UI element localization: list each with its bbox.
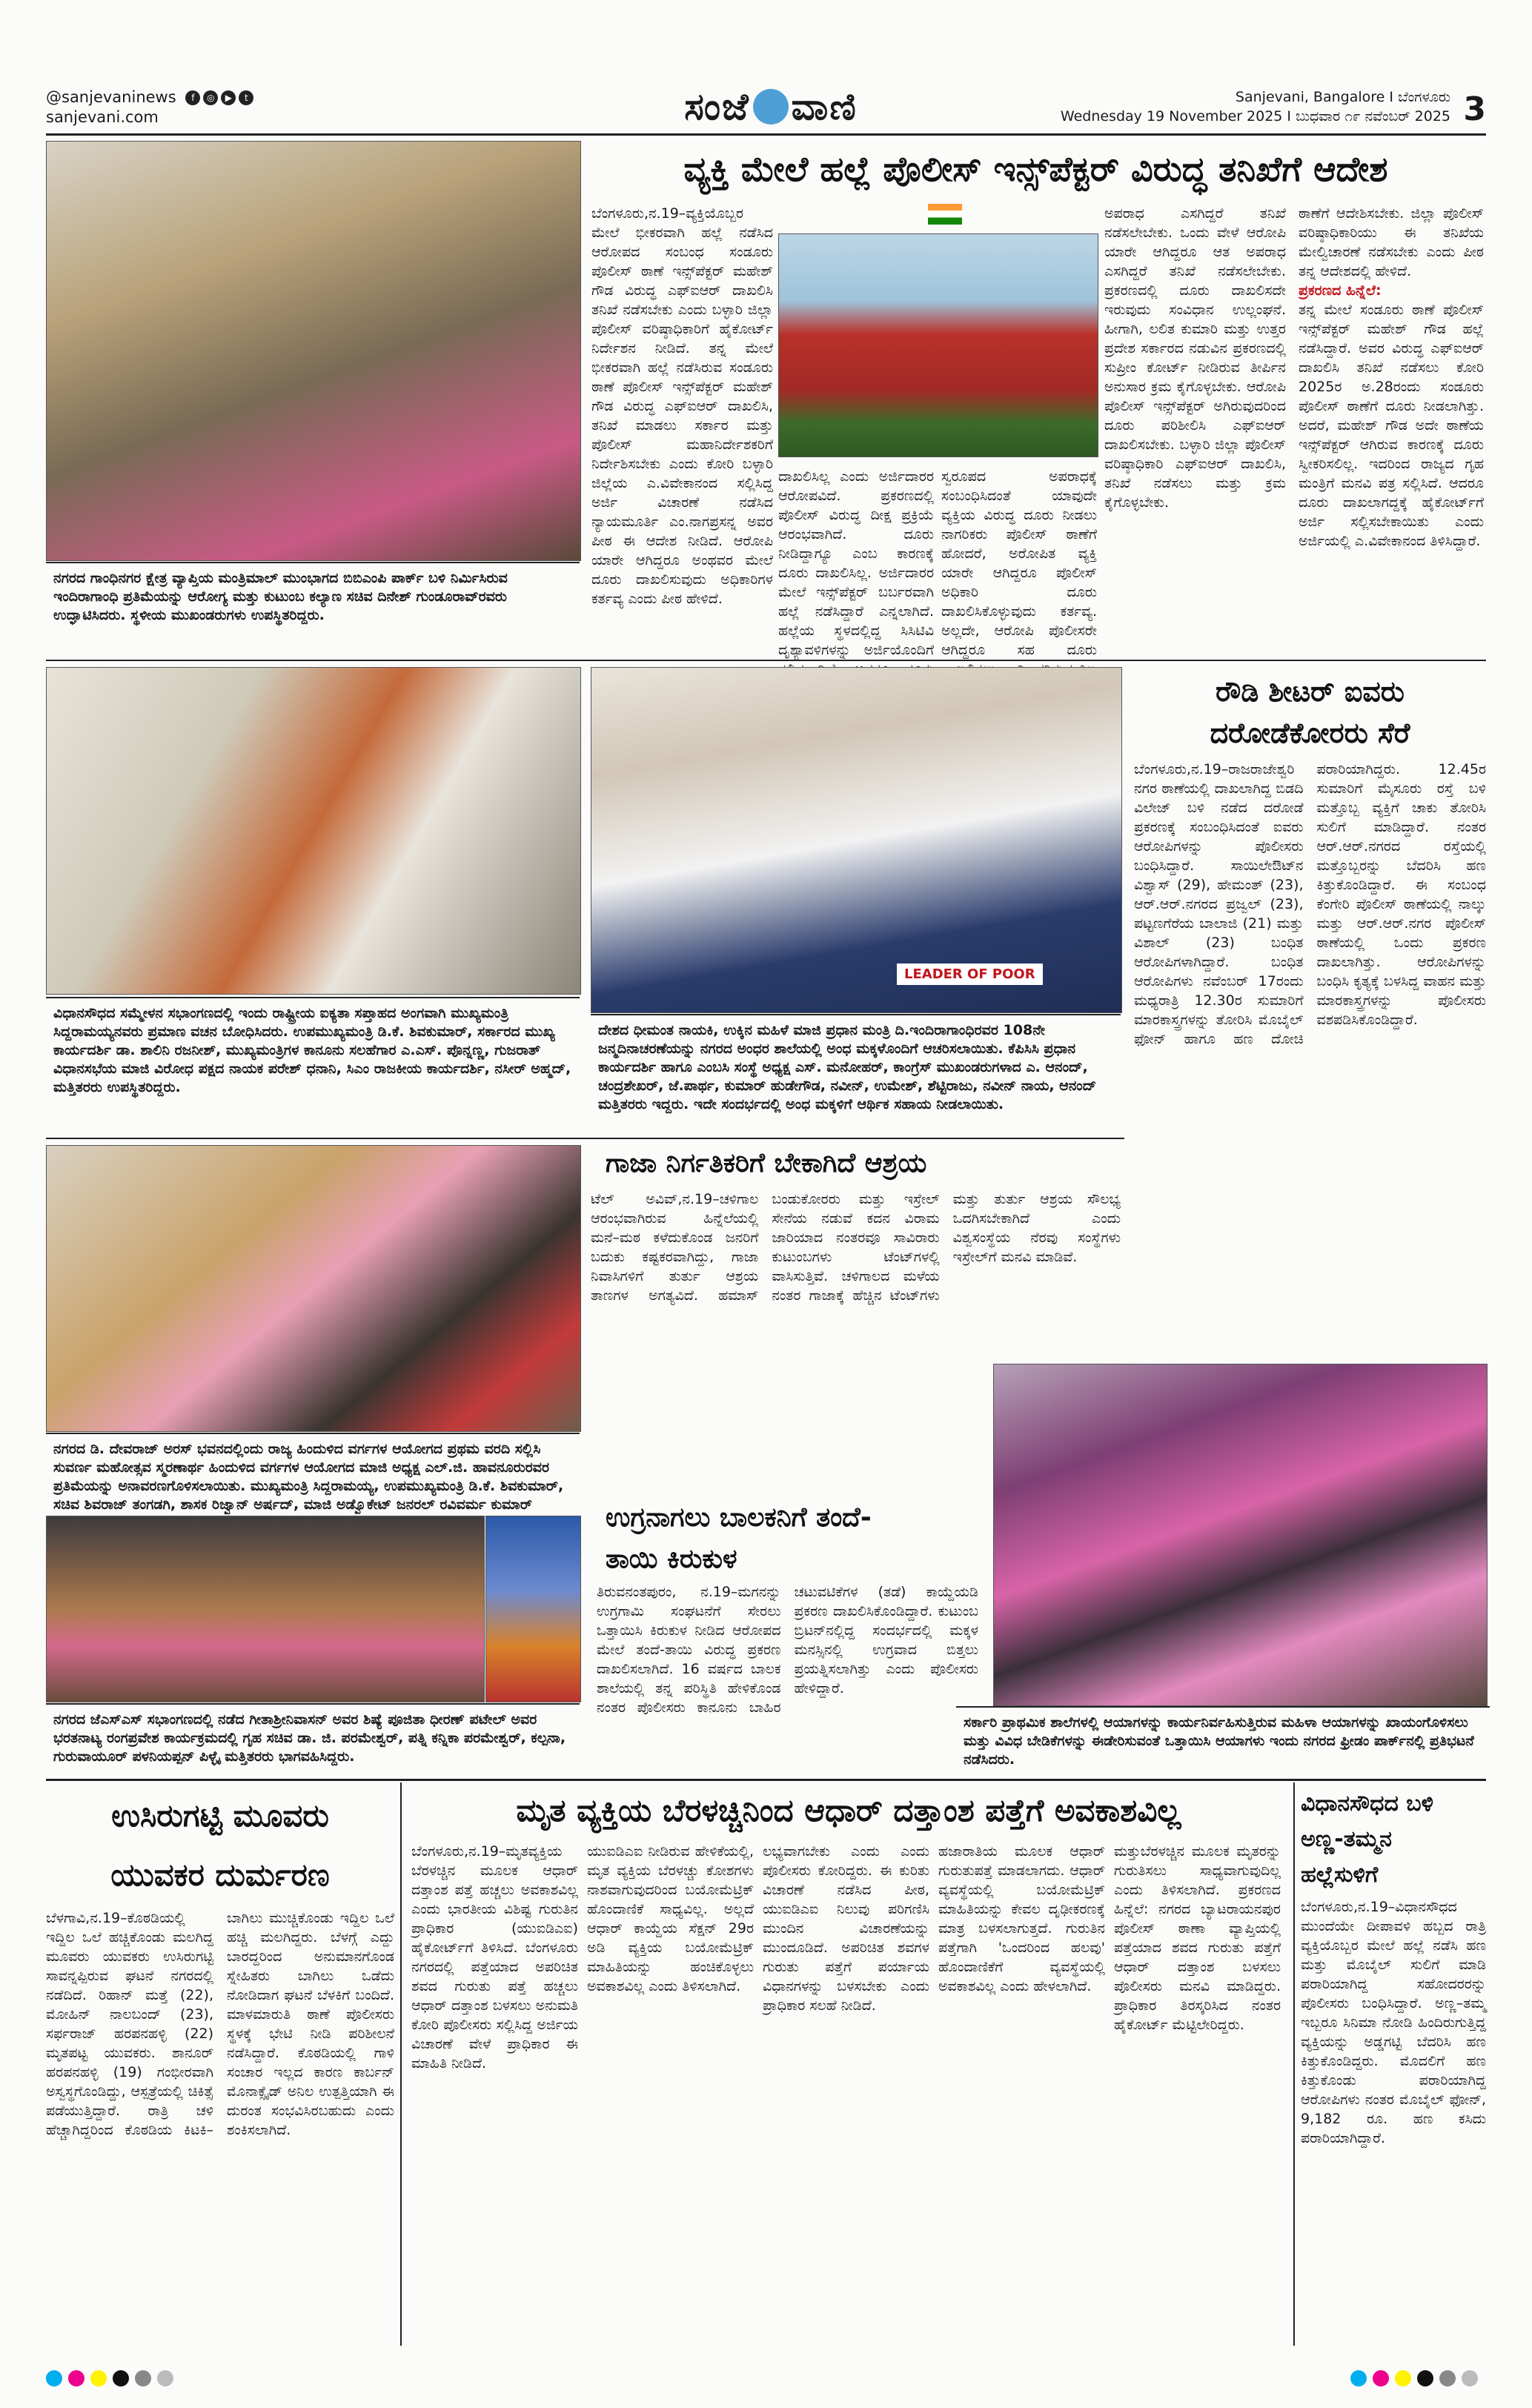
vidhana-headline-line1: ವಿಧಾನಸೌಧದ ಬಳಿ	[1301, 1791, 1433, 1817]
newspaper-logo	[615, 80, 926, 133]
vidhana-headline	[1301, 1786, 1486, 1893]
section-rule-1	[46, 660, 1486, 661]
photo2-caption: ವಿಧಾನಸೌಧದ ಸಮ್ಮೇಳನ ಸಭಾಂಗಣದಲ್ಲಿ ಇಂದು ರಾಷ್ಟ್ರೀಯ ಐಕ್ಯತಾ ಸಪ್ತಾಹದ ಅಂಗವಾಗಿ ಮುಖ್ಯಮಂತ್ರಿ ಸಿದ್ದರಾಮಯ್ಯನವರು ಪ್ರಮಾಣ ವಚನ ಬೋಧಿಸಿದರು. ಉಪಮುಖ್ಯಮಂತ್ರಿ ಡಿ.ಕೆ. ಶಿವಕುಮಾರ್, ಸರ್ಕಾರದ ಮುಖ್ಯ ಕಾರ್ಯದರ್ಶಿ ಡಾ. ಶಾಲಿನಿ ರಜನೀಶ್, ಮುಖ್ಯಮಂತ್ರಿಗಳ ಕಾನೂನು ಸಲಹೆಗಾರ ಎ.ಎಸ್. ಪೊನ್ನಣ್ಣ, ಗುಜರಾತ್ ವಿಧಾನಸಭೆಯ ಮಾಜಿ ವಿರೋಧ ಪಕ್ಷದ ನಾಯಕ ಪರೇಶ್ ಧನಾನಿ, ಸಿಎಂ ರಾಜಕೀಯ ಕಾರ್ಯದರ್ಶಿ, ನಸೀರ್ ಅಹ್ಮದ್, ಮತ್ತಿತರರು ಉಪಸ್ಥಿತರಿದ್ದರು.	[46, 997, 580, 1103]
lead-col5-after: ತನ್ನ ಮೇಲೆ ಸಂಡೂರು ಠಾಣೆ ಪೊಲೀಸ್ ಇನ್ಸ್‌ಪೆಕ್ಟರ್ ಮಹೇಶ್ ಗೌಡ ಹಲ್ಲೆ ನಡೆಸಿದ್ದಾರೆ. ಅವರ ವಿರುದ್ಧ ಎಫ್‌ಐಆರ್ ದಾಖಲಿಸಿ ತನಿಖೆ ನಡೆಸಲು ಕೋರಿ 2025ರ ಅ.28ರಂದು ಸಂಡೂರು ಪೊಲೀಸ್ ಠಾಣೆಗೆ ದೂರು ನೀಡಲಾಗಿತ್ತು. ಅದರೆ, ಮಹೇಶ್ ಗೌಡ ಅದೇ ಠಾಣೆಯ ಇನ್ಸ್‌ಪೆಕ್ಟರ್ ಆಗಿರುವ ಕಾರಣಕ್ಕೆ ದೂರು ಸ್ವೀಕರಿಸಲಿಲ್ಲ. ಇದರಿಂದ ರಾಜ್ಯದ ಗೃಹ ಮಂತ್ರಿಗೆ ಮನವಿ ಪತ್ರ ಸಲ್ಲಿಸಿದೆ. ಆದರೂ ದೂರು ದಾಖಲಾಗದ್ದಕ್ಕೆ ಹೈಕೋರ್ಟ್‌ಗೆ ಅರ್ಜಿ ಸಲ್ಲಿಸಬೇಕಾಯಿತು ಎಂದು ಅರ್ಜಿಯಲ್ಲಿ ಎ.ವಿವೇಕಾನಂದ ತಿಳಿಸಿದ್ದಾರೆ.	[1299, 302, 1484, 549]
date-en: Wednesday 19 November 2025 I	[1060, 108, 1292, 125]
rowdy-headline-line1: ರೌಡಿ ಶೀಟರ್ ಐವರು	[1216, 675, 1405, 708]
ugra-body: ತಿರುವನಂತಪುರಂ, ನ.19–ಮಗನನ್ನು ಉಗ್ರಗಾಮಿ ಸಂಘಟನೆಗೆ ಸೇರಲು ಒತ್ತಾಯಿಸಿ ಕಿರುಕುಳ ನೀಡಿದ ಆರೋಪದ ಮೇಲೆ ತಂದೆ-ತಾಯಿ ವಿರುದ್ಧ ಪ್ರಕರಣ ದಾಖಲಿಸಲಾಗಿದೆ. 16 ವರ್ಷದ ಬಾಲಕ ಶಾಲೆಯಲ್ಲಿ ತನ್ನ ಪರಿಸ್ಥಿತಿ ಹೇಳಿಕೊಂಡ ನಂತರ ಪೊಲೀಸರು ಕಾನೂನು ಬಾಹಿರ ಚಟುವಟಿಕೆಗಳ (ತಡೆ) ಕಾಯ್ದೆಯಡಿ ಪ್ರಕರಣ ದಾಖಲಿಸಿಕೊಂಡಿದ್ದಾರೆ. ಕುಟುಂಬ ಬ್ರಿಟನ್‌ನಲ್ಲಿದ್ದ ಸಂದರ್ಭದಲ್ಲಿ ಮಕ್ಕಳ ಮನಸ್ಸಿನಲ್ಲಿ ಉಗ್ರವಾದ ಬಿತ್ತಲು ಪ್ರಯತ್ನಿಸಲಾಗಿತ್ತು ಎಂದು ಪೊಲೀಸರು ಹೇಳಿದ್ದಾರೆ.	[597, 1584, 978, 1716]
yellow-mark	[1395, 2370, 1411, 2387]
aadhaar-col3: ಲಭ್ಯವಾಗಬೇಕು ಎಂದು ಎಂದು ಪೊಲೀಸರು ಕೋರಿದ್ದರು. ಈ ಕುರಿತು ವಿಚಾರಣೆ ನಡೆಸಿದ ಪೀಠ, ಯುಐಡಿಎಐ ನಿಲುವು ಪರಿಗಣಿಸಿ ಮುಂದಿನ ವಿಚಾರಣೆಯನ್ನು ಮುಂದೂಡಿದೆ. ಅಪರಿಚಿತ ಶವಗಳ ಗುರುತು ಪತ್ತೆಗೆ ಪರ್ಯಾಯ ವಿಧಾನಗಳನ್ನು ಬಳಸಬೇಕು ಎಂದು ಪ್ರಾಧಿಕಾರ ಸಲಹೆ ನೀಡಿದೆ.	[763, 1843, 929, 2014]
suffocation-headline-line1: ಉಸಿರುಗಟ್ಟಿ ಮೂವರು	[111, 1797, 329, 1834]
rowdy-body: ಬೆಂಗಳೂರು,ನ.19–ರಾಜರಾಜೇಶ್ವರಿ ನಗರ ಠಾಣೆಯಲ್ಲಿ ದಾಖಲಾಗಿದ್ದ ಬಿಡದಿ ವಿಲೇಜ್ ಬಳಿ ನಡೆದ ದರೋಡೆ ಪ್ರಕರಣಕ್ಕೆ ಸಂಬಂಧಿಸಿದಂತೆ ಐವರು ಆರೋಪಿಗಳನ್ನು ಪೊಲೀಸರು ಬಂಧಿಸಿದ್ದಾರೆ. ಸಾಯಿಲೇಔಟ್‌ನ ವಿಶ್ವಾಸ್ (29), ಹೇಮಂತ್ (23), ಆರ್.ಆರ್.ನಗರದ ಪ್ರಜ್ವಲ್ (23), ಪಟ್ಟಣಗೆರೆಯ ಬಾಲಾಜಿ (21) ಮತ್ತು ವಿಶಾಲ್ (23) ಬಂಧಿತ ಆರೋಪಿಗಳಾಗಿದ್ದಾರೆ. ಬಂಧಿತ ಆರೋಪಿಗಳು ನವೆಂಬರ್ 17ರಂದು ಮಧ್ಯರಾತ್ರಿ 12.30ರ ಸುಮಾರಿಗೆ ಮಾರಕಾಸ್ತ್ರಗಳನ್ನು ತೋರಿಸಿ ಮೊಬೈಲ್ ಫೋನ್ ಹಾಗೂ ಹಣ ದೋಚಿ ಪರಾರಿಯಾಗಿದ್ದರು. 12.45ರ ಸುಮಾರಿಗೆ ಮೈಸೂರು ರಸ್ತೆ ಬಳಿ ಮತ್ತೊಬ್ಬ ವ್ಯಕ್ತಿಗೆ ಚಾಕು ತೋರಿಸಿ ಸುಲಿಗೆ ಮಾಡಿದ್ದಾರೆ. ನಂತರ ಆರ್.ಆರ್.ನಗರದ ರಸ್ತೆಯಲ್ಲಿ ಮತ್ತೊಬ್ಬರನ್ನು ಬೆದರಿಸಿ ಹಣ ಕಿತ್ತುಕೊಂಡಿದ್ದಾರೆ. ಈ ಸಂಬಂಧ ಕೆಂಗೇರಿ ಪೊಲೀಸ್ ಠಾಣೆಯಲ್ಲಿ ನಾಲ್ಕು ಮತ್ತು ಆರ್.ಆರ್.ನಗರ ಪೊಲೀಸ್ ಠಾಣೆಯಲ್ಲಿ ಒಂದು ಪ್ರಕರಣ ದಾಖಲಾಗಿತ್ತು. ಆರೋಪಿಗಳನ್ನು ಬಂಧಿಸಿ ಕೃತ್ಯಕ್ಕೆ ಬಳಸಿದ್ದ ವಾಹನ ಮತ್ತು ಮಾರಕಾಸ್ತ್ರಗಳನ್ನು ಪೊಲೀಸರು ವಶಪಡಿಸಿಕೊಂಡಿದ್ದಾರೆ.	[1134, 761, 1486, 1047]
lead-col4: ಅಪರಾಧ ಎಸಗಿದ್ದರೆ ತನಿಖೆ ನಡೆಸಲೇಬೇಕು. ಒಂದು ವೇಳೆ ಆರೋಪಿ ಯಾರೇ ಆಗಿದ್ದರೂ ಆತ ಅಪರಾಧ ಎಸಗಿದ್ದರೆ ತನಿಖೆ ನಡೆಸಲೇಬೇಕು. ಪ್ರಕರಣದಲ್ಲಿ ದೂರು ದಾಖಲಿಸದೇ ಇರುವುದು ಸಂವಿಧಾನ ಉಲ್ಲಂಘನೆ. ಹೀಗಾಗಿ, ಲಲಿತ ಕುಮಾರಿ ಮತ್ತು ಉತ್ತರ ಪ್ರದೇಶ ಸರ್ಕಾರದ ನಡುವಿನ ಪ್ರಕರಣದಲ್ಲಿ ಸುಪ್ರೀಂ ಕೋರ್ಟ್ ನೀಡಿರುವ ತೀರ್ಪಿನ ಅನುಸಾರ ಕ್ರಮ ಕೈಗೊಳ್ಳಬೇಕು. ಆರೋಪಿ ಪೊಲೀಸ್ ಇನ್ಸ್‌ಪೆಕ್ಟರ್ ಅಗಿರುವುದರಿಂದ ದೂರು ಪರಿಶೀಲಿಸಿ ಎಫ್‌ಐಆರ್ ದಾಖಲಿಸಬೇಕು. ಬಳ್ಳಾರಿ ಜಿಲ್ಲಾ ಪೊಲೀಸ್ ವರಿಷ್ಠಾಧಿಕಾರಿ ಎಫ್‌ಐಆರ್ ದಾಖಲಿಸಿ, ತನಿಖೆ ನಡೆಸಲು ಮತ್ತು ಕ್ರಮ ಕೈಗೊಳ್ಳಬೇಕು.	[1104, 205, 1286, 511]
yellow-mark	[90, 2370, 107, 2387]
section-rule-2	[46, 1138, 1124, 1139]
suffocation-body: ಬೆಳಗಾವಿ,ನ.19–ಕೊಠಡಿಯಲ್ಲಿ ಇದ್ದಿಲ ಒಲೆ ಹಚ್ಚಿಕೊಂಡು ಮಲಗಿದ್ದ ಮೂವರು ಯುವಕರು ಉಸಿರುಗಟ್ಟಿ ಸಾವನ್ನಪ್ಪಿರುವ ಘಟನೆ ನಗರದಲ್ಲಿ ನಡೆದಿದೆ. ರಿಹಾನ್ ಮತ್ತೆ (22), ಮೋಹಿನ್ ನಾಲಬಂದ್ (23), ಸರ್ಫರಾಜ್ ಹರಪನಹಳ್ಳಿ (22) ಮೃತಪಟ್ಟ ಯುವಕರು. ಶಾನೂರ್ ಹರಪನಹಳ್ಳಿ (19) ಗಂಭೀರವಾಗಿ ಅಸ್ವಸ್ಥಗೊಂಡಿದ್ದು, ಆಸ್ಪತ್ರೆಯಲ್ಲಿ ಚಿಕಿತ್ಸೆ ಪಡೆಯುತ್ತಿದ್ದಾರೆ. ರಾತ್ರಿ ಚಳಿ ಹೆಚ್ಚಾಗಿದ್ದರಿಂದ ಕೊಠಡಿಯ ಕಿಟಕಿ–ಬಾಗಿಲು ಮುಚ್ಚಿಕೊಂಡು ಇದ್ದಿಲ ಒಲೆ ಹಚ್ಚಿ ಮಲಗಿದ್ದರು. ಬೆಳಗ್ಗೆ ಎದ್ದು ಬಾರದ್ದರಿಂದ ಅನುಮಾನಗೊಂಡ ಸ್ನೇಹಿತರು ಬಾಗಿಲು ಒಡೆದು ನೋಡಿದಾಗ ಘಟನೆ ಬೆಳಕಿಗೆ ಬಂದಿದೆ. ಮಾಳಮಾರುತಿ ಠಾಣೆ ಪೊಲೀಸರು ಸ್ಥಳಕ್ಕೆ ಭೇಟಿ ನೀಡಿ ಪರಿಶೀಲನೆ ನಡೆಸಿದ್ದಾರೆ. ಕೊಠಡಿಯಲ್ಲಿ ಗಾಳಿ ಸಂಚಾರ ಇಲ್ಲದ ಕಾರಣ ಕಾರ್ಬನ್ ಮೊನಾಕ್ಸೈಡ್ ಅನಿಲ ಉತ್ಪತ್ತಿಯಾಗಿ ಈ ದುರಂತ ಸಂಭವಿಸಿರಬಹುದು ಎಂದು ಶಂಕಿಸಲಾಗಿದೆ.	[46, 1910, 394, 2138]
gaza-body: ಟೆಲ್ ಅವಿವ್,ನ.19–ಚಳಿಗಾಲ ಆರಂಭವಾಗಿರುವ ಹಿನ್ನೆಲೆಯಲ್ಲಿ ಮನೆ–ಮಠ ಕಳೆದುಕೊಂಡ ಜನರಿಗೆ ಬದುಕು ಕಷ್ಟಕರವಾಗಿದ್ದು, ಗಾಜಾ ನಿವಾಸಿಗಳಿಗೆ ತುರ್ತು ಆಶ್ರಯ ತಾಣಗಳ ಅಗತ್ಯವಿದೆ. ಹಮಾಸ್ ಬಂಡುಕೋರರು ಮತ್ತು ಇಸ್ರೇಲ್ ಸೇನೆಯ ನಡುವೆ ಕದನ ವಿರಾಮ ಜಾರಿಯಾದ ನಂತರವೂ ಸಾವಿರಾರು ಕುಟುಂಬಗಳು ಟೆಂಟ್‌ಗಳಲ್ಲಿ ವಾಸಿಸುತ್ತಿವೆ. ಚಳಿಗಾಲದ ಮಳೆಯ ನಂತರ ಗಾಜಾಕ್ಕೆ ಹೆಚ್ಚಿನ ಟೆಂಟ್‌ಗಳು ಮತ್ತು ತುರ್ತು ಆಶ್ರಯ ಸೌಲಭ್ಯ ಒದಗಿಸಬೇಕಾಗಿದೆ ಎಂದು ವಿಶ್ವಸಂಸ್ಥೆಯ ನೆರವು ಸಂಸ್ಥೆಗಳು ಇಸ್ರೇಲ್‌ಗೆ ಮನವಿ ಮಾಡಿವೆ.	[591, 1191, 1121, 1304]
masthead-rule	[46, 133, 1486, 136]
poster-label: LEADER OF POOR	[897, 963, 1043, 985]
aadhaar-col1: ಬೆಂಗಳೂರು,ನ.19–ಮೃತವ್ಯಕ್ತಿಯ ಬೆರಳಚ್ಚಿನ ಮೂಲಕ ಆಧಾರ್ ದತ್ತಾಂಶ ಪತ್ತೆ ಹಚ್ಚಲು ಅವಕಾಶವಿಲ್ಲ ಎಂದು ಭಾರತೀಯ ವಿಶಿಷ್ಟ ಗುರುತಿನ ಪ್ರಾಧಿಕಾರ (ಯುಐಡಿಎಐ) ಹೈಕೋರ್ಟ್‌ಗೆ ತಿಳಿಸಿದೆ. ಬೆಂಗಳೂರು ನಗರದಲ್ಲಿ ಪತ್ತೆಯಾದ ಅಪರಿಚಿತ ಶವದ ಗುರುತು ಪತ್ತೆ ಹಚ್ಚಲು ಆಧಾರ್ ದತ್ತಾಂಶ ಬಳಸಲು ಅನುಮತಿ ಕೋರಿ ಪೊಲೀಸರು ಸಲ್ಲಿಸಿದ್ದ ಅರ್ಜಿಯ ವಿಚಾರಣೆ ವೇಳೆ ಪ್ರಾಧಿಕಾರ ಈ ಮಾಹಿತಿ ನೀಡಿದೆ.	[411, 1843, 578, 2072]
light-grey-mark	[157, 2370, 173, 2387]
column-divider-2	[1293, 1782, 1295, 2346]
facebook-icon: f	[185, 90, 200, 105]
photo1-caption: ನಗರದ ಗಾಂಧಿನಗರ ಕ್ಷೇತ್ರ ವ್ಯಾಪ್ತಿಯ ಮಂತ್ರಿಮಾಲ್ ಮುಂಭಾಗದ ಬಿಬಿಎಂಪಿ ಪಾರ್ಕ್ ಬಳಿ ನಿರ್ಮಿಸಿರುವ ಇಂದಿರಾಗಾಂಧಿ ಪ್ರತಿಮೆಯನ್ನು ಆರೋಗ್ಯ ಮತ್ತು ಕುಟುಂಬ ಕಲ್ಯಾಣ ಸಚಿವ ದಿನೇಶ್ ಗುಂಡೂರಾವ್‌ರವರು ಉದ್ಘಾಟಿಸಿದರು. ಸ್ಥಳೀಯ ಮುಖಂಡರುಗಳು ಉಪಸ್ಥಿತರಿದ್ದರು.	[46, 562, 580, 631]
lead-headline: ವ್ಯಕ್ತಿ ಮೇಲೆ ಹಲ್ಲೆ ಪೊಲೀಸ್ ಇನ್ಸ್‌ಪೆಕ್ಟರ್ ವಿರುದ್ಧ ತನಿಖೆಗೆ ಆದೇಶ	[683, 149, 1388, 189]
social-icons	[185, 90, 253, 105]
masthead-left	[46, 87, 253, 127]
logo-text-left: ಸಂಜೆ	[684, 84, 750, 128]
black-mark	[113, 2370, 129, 2387]
lead-col5	[1299, 204, 1484, 663]
magenta-mark	[68, 2370, 84, 2387]
photo4-caption: ನಗರದ ಡಿ. ದೇವರಾಜ್ ಅರಸ್ ಭವನದಲ್ಲಿಂದು ರಾಜ್ಯ ಹಿಂದುಳಿದ ವರ್ಗಗಳ ಆಯೋಗದ ಪ್ರಥಮ ವರದಿ ಸಲ್ಲಿಸಿ ಸುವರ್ಣ ಮಹೋತ್ಸವ ಸ್ಮರಣಾರ್ಥ ಹಿಂದುಳಿದ ವರ್ಗಗಳ ಆಯೋಗದ ಮಾಜಿ ಅಧ್ಯಕ್ಷ ಎಲ್.ಜಿ. ಹಾವನೂರುರವರ ಪ್ರತಿಮೆಯನ್ನು ಅನಾವರಣಗೊಳಿಸಲಾಯಿತು. ಮುಖ್ಯಮಂತ್ರಿ ಸಿದ್ದರಾಮಯ್ಯ, ಉಪಮುಖ್ಯಮಂತ್ರಿ ಡಿ.ಕೆ. ಶಿವಕುಮಾರ್, ಸಚಿವ ಶಿವರಾಜ್ ತಂಗಡಗಿ, ಶಾಸಕ ರಿಜ್ವಾನ್ ಅರ್ಷದ್, ಮಾಜಿ ಅಡ್ವೊಕೇಟ್ ಜನರಲ್ ರವಿವರ್ಮ ಕುಮಾರ್	[46, 1433, 580, 1539]
aadhaar-col4: ಹಜಾರಾತಿಯ ಮೂಲಕ ಆಧಾರ್ ಗುರುತುಪತ್ತೆ ಮಾಡಲಾಗದು. ಆಧಾರ್ ವ್ಯವಸ್ಥೆಯಲ್ಲಿ ಬಯೋಮೆಟ್ರಿಕ್ ಮಾಹಿತಿಯನ್ನು ಕೇವಲ ದೃಢೀಕರಣಕ್ಕೆ ಮಾತ್ರ ಬಳಸಲಾಗುತ್ತದೆ. ಗುರುತಿನ ಪತ್ತೆಗಾಗಿ 'ಒಂದರಿಂದ ಹಲವು' ಹೊಂದಾಣಿಕೆಗೆ ವ್ಯವಸ್ಥೆಯಲ್ಲಿ ಅವಕಾಶವಿಲ್ಲ ಎಂದು ಹೇಳಲಾಗಿದೆ.	[938, 1843, 1105, 1994]
twitter-icon: t	[239, 90, 253, 105]
photo-high-court	[778, 233, 1098, 457]
instagram-icon: ◎	[203, 90, 218, 105]
cyan-mark	[46, 2370, 62, 2387]
vidhana-body: ಬೆಂಗಳೂರು,ನ.19–ವಿಧಾನಸೌಧದ ಮುಂದೆಯೇ ದೀಪಾವಳಿ ಹಬ್ಬದ ರಾತ್ರಿ ವ್ಯಕ್ತಿಯೊಬ್ಬರ ಮೇಲೆ ಹಲ್ಲೆ ನಡೆಸಿ ಹಣ ಮತ್ತು ಮೊಬೈಲ್ ಸುಲಿಗೆ ಮಾಡಿ ಪರಾರಿಯಾಗಿದ್ದ ಸಹೋದರರನ್ನು ಪೊಲೀಸರು ಬಂಧಿಸಿದ್ದಾರೆ. ಅಣ್ಣ–ತಮ್ಮ ಇಬ್ಬರೂ ಸಿನಿಮಾ ನೋಡಿ ಹಿಂದಿರುಗುತ್ತಿದ್ದ ವ್ಯಕ್ತಿಯನ್ನು ಅಡ್ಡಗಟ್ಟಿ ಬೆದರಿಸಿ ಹಣ ಕಿತ್ತುಕೊಂಡಿದ್ದರು. ಮೊದಲಿಗೆ ಹಣ ಕಿತ್ತುಕೊಂಡು ಪರಾರಿಯಾಗಿದ್ದ ಆರೋಪಿಗಳು ನಂತರ ಮೊಬೈಲ್ ಫೋನ್, 9,182 ರೂ. ಹಣ ಕಸಿದು ಪರಾರಿಯಾಗಿದ್ದಾರೆ.	[1301, 1899, 1486, 2146]
photo-vidhana-soudha-oath	[46, 667, 581, 995]
youtube-icon: ▶	[221, 90, 236, 105]
page-number: 3	[1463, 90, 1486, 128]
vidhana-headline-line3: ಹಲ್ಲೆಸುಳಿಗೆ	[1301, 1862, 1379, 1888]
photo-indira-statue	[46, 141, 581, 561]
social-handle: @sanjevaninews	[46, 88, 176, 106]
gaza-headline: ಗಾಜಾ ನಿರ್ಗತಿಕರಿಗೆ ಬೇಕಾಗಿದೆ ಆಶ್ರಯ	[606, 1148, 927, 1178]
globe-icon	[753, 89, 789, 125]
lead-col5-subhead: ಪ್ರಕರಣದ ಹಿನ್ನೆಲೆ:	[1299, 282, 1382, 299]
edition: Sanjevani, Bangalore I	[1235, 89, 1393, 105]
photo-bharatanatyam-group	[46, 1516, 485, 1702]
city: ಬೆಂಗಳೂರು	[1398, 89, 1450, 105]
website: sanjevani.com	[46, 108, 159, 126]
aadhaar-col2: ಯುಐಡಿಎಐ ನೀಡಿರುವ ಹೇಳಿಕೆಯಲ್ಲಿ, ಮೃತ ವ್ಯಕ್ತಿಯ ಬೆರಳಚ್ಚು ಕೋಶಗಳು ನಾಶವಾಗುವುದರಿಂದ ಬಯೋಮೆಟ್ರಿಕ್ ಹೊಂದಾಣಿಕೆ ಸಾಧ್ಯವಿಲ್ಲ. ಅಲ್ಲದೆ ಆಧಾರ್ ಕಾಯ್ದೆಯ ಸೆಕ್ಷನ್ 29ರ ಅಡಿ ವ್ಯಕ್ತಿಯ ಬಯೋಮೆಟ್ರಿಕ್ ಮಾಹಿತಿಯನ್ನು ಹಂಚಿಕೊಳ್ಳಲು ಅವಕಾಶವಿಲ್ಲ ಎಂದು ತಿಳಿಸಲಾಗಿದೆ.	[587, 1843, 754, 1994]
lead-col2: ದಾಖಲಿಸಿಲ್ಲ ಎಂದು ಅರ್ಜಿದಾರರ ಆರೋಪವಿದೆ. ಪ್ರಕರಣದಲ್ಲಿ ಪೊಲೀಸ್ ವಿರುದ್ಧ ದೀಕ್ಷ ಪ್ರಕ್ರಿಯೆ ಆರಂಭವಾಗಿದೆ. ದೂರು ನೀಡಿದ್ದಾಗ್ಯೂ ಎಂಬ ಕಾರಣಕ್ಕೆ ದೂರು ದಾಖಲಿಸಿಲ್ಲ. ಅರ್ಜಿದಾರರ ಮೇಲೆ ಇನ್ಸ್‌ಪೆಕ್ಟರ್ ಬರ್ಬರವಾಗಿ ಹಲ್ಲೆ ನಡೆಸಿದ್ದಾರೆ ಎನ್ನಲಾಗಿದೆ. ಹಲ್ಲೆಯ ಸ್ಥಳದಲ್ಲಿದ್ದ ಸಿಸಿಟಿವಿ ದೃಶ್ಯಾವಳಿಗಳನ್ನು ಅರ್ಜಿಯೊಂದಿಗೆ	[778, 468, 934, 658]
photo-devaraj-urs-bhavan	[46, 1145, 581, 1432]
ugra-headline-line1: ಉಗ್ರನಾಗಲು ಬಾಲಕನಿಗೆ ತಂದೆ-	[606, 1502, 872, 1533]
cyan-mark	[1350, 2370, 1367, 2387]
suffocation-headline-line2: ಯುವಕರ ದುರ್ಮರಣ	[110, 1857, 330, 1893]
light-grey-mark	[1462, 2370, 1478, 2387]
grey-mark	[1439, 2370, 1456, 2387]
cmyk-marks-right	[1350, 2370, 1478, 2387]
rowdy-headline-line2: ದರೋಡೆಕೋರರು ಸೆರೆ	[1210, 717, 1410, 749]
photo-dancer	[485, 1516, 581, 1702]
photo-aaya-protest	[993, 1364, 1488, 1706]
lead-col3: ಸ್ವರೂಪದ ಅಪರಾಧಕ್ಕೆ ಸಂಬಂಧಿಸಿದಂತೆ ಯಾವುದೇ ವ್ಯಕ್ತಿಯ ವಿರುದ್ಧ ದೂರು ನೀಡಲು ನಾಗರಿಕರು ಪೊಲೀಸ್ ಠಾಣೆಗೆ ಹೋದರೆ, ಅರೋಪಿತ ವ್ಯಕ್ತಿ ಯಾರೇ ಆಗಿದ್ದರೂ ಪೊಲೀಸ್ ಅಧಿಕಾರಿ ದೂರು ದಾಖಲಿಸಿಕೊಳ್ಳುವುದು ಕರ್ತವ್ಯ. ಅಲ್ಲದೇ, ಆರೋಪಿ ಪೊಲೀಸರೇ ಆಗಿದ್ದರೂ ಸಹ ದೂರು	[941, 468, 1097, 658]
lead-col5-text: ಠಾಣೆಗೆ ಆದೇಶಿಸಬೇಕು. ಜಿಲ್ಲಾ ಪೊಲೀಸ್ ವರಿಷ್ಠಾಧಿಕಾರಿಯು ಈ ತನಿಖೆಯ ಮೇಲ್ವಿಚಾರಣೆ ನಡೆಸಬೇಕು ಎಂದು ಪೀಠ ತನ್ನ ಆದೇಶದಲ್ಲಿ ಹೇಳಿದೆ.	[1299, 205, 1484, 279]
rowdy-headline	[1134, 671, 1486, 754]
photo5-caption: ನಗರದ ಜೆಎಸ್ಎಸ್ ಸಭಾಂಗಣದಲ್ಲಿ ನಡೆದ ಗೀತಾಶ್ರೀನಿವಾಸನ್ ಅವರ ಶಿಷ್ಯೆ ಪೂಜಿತಾ ಧೀರಣ್ ಪಟೇಲ್ ಅವರ ಭರತನಾಟ್ಯ ರಂಗಪ್ರವೇಶ ಕಾರ್ಯಕ್ರಮದಲ್ಲಿ ಗೃಹ ಸಚಿವ ಡಾ. ಜಿ. ಪರಮೇಶ್ವರ್, ಪತ್ನಿ ಕನ್ನಿಕಾ ಪರಮೇಶ್ವರ್, ಕಲ್ಪನಾ, ಗುರುವಾಯೂರ್ ಪಳನಿಯಪ್ಪನ್ ಪಿಳ್ಳೈ ಮತ್ತಿತರರು ಭಾಗವಹಿಸಿದ್ದರು.	[46, 1703, 580, 1772]
ugra-headline-line2: ತಾಯಿ ಕಿರುಕುಳ	[606, 1544, 737, 1574]
photo6-caption: ಸರ್ಕಾರಿ ಪ್ರಾಥಮಿಕ ಶಾಲೆಗಳಲ್ಲಿ ಆಯಾಗಳನ್ನು ಕಾರ್ಯನಿರ್ವಹಿಸುತ್ತಿರುವ ಮಹಿಳಾ ಆಯಾಗಳನ್ನು ಖಾಯಂಗೊಳಿಸಲು ಮತ್ತು ವಿವಿಧ ಬೇಡಿಕೆಗಳನ್ನು ಈಡೇರಿಸುವಂತೆ ಒತ್ತಾಯಿಸಿ ಆಯಾಗಳು ಇಂದು ನಗರದ ಫ್ರೀಡಂ ಪಾರ್ಕ್‌ನಲ್ಲಿ ಪ್ರತಿಭಟನೆ ನಡೆಸಿದರು.	[956, 1706, 1490, 1775]
suffocation-headline	[46, 1786, 394, 1905]
flag-icon	[928, 204, 962, 225]
cmyk-marks-left	[46, 2370, 173, 2387]
grey-mark	[135, 2370, 151, 2387]
photo-indira-birthday	[591, 667, 1122, 1013]
aadhaar-col5: ಮತ್ತುಬೆರಳಚ್ಚಿನ ಮೂಲಕ ಮೃತರನ್ನು ಗುರುತಿಸಲು ಸಾಧ್ಯವಾಗುವುದಿಲ್ಲ ಎಂದು ತಿಳಿಸಲಾಗಿದೆ. ಪ್ರಕರಣದ ಹಿನ್ನೆಲೆ: ನಗರದ ಬ್ಯಾಟರಾಯನಪುರ ಪೊಲೀಸ್ ಠಾಣಾ ವ್ಯಾಪ್ತಿಯಲ್ಲಿ ಪತ್ತೆಯಾದ ಶವದ ಗುರುತು ಪತ್ತೆಗೆ ಆಧಾರ್ ದತ್ತಾಂಶ ಬಳಸಲು ಪೊಲೀಸರು ಮನವಿ ಮಾಡಿದ್ದರು. ಪ್ರಾಧಿಕಾರ ತಿರಸ್ಕರಿಸಿದ ನಂತರ ಹೈಕೋರ್ಟ್ ಮೆಟ್ಟಿಲೇರಿದ್ದರು.	[1114, 1843, 1281, 2033]
date-kn: ಬುಧವಾರ ೧೯ ನವೆಂಬರ್ 2025	[1296, 108, 1450, 125]
vidhana-headline-line2: ಅಣ್ಣ-ತಮ್ಮನ	[1301, 1826, 1392, 1852]
column-divider-1	[400, 1782, 402, 2346]
ugra-headline	[591, 1497, 998, 1580]
logo-text-right: ವಾಣಿ	[791, 84, 858, 128]
black-mark	[1417, 2370, 1433, 2387]
magenta-mark	[1373, 2370, 1389, 2387]
photo3-caption: ದೇಶದ ಧೀಮಂತ ನಾಯಕಿ, ಉಕ್ಕಿನ ಮಹಿಳೆ ಮಾಜಿ ಪ್ರಧಾನ ಮಂತ್ರಿ ದಿ.ಇಂದಿರಾಗಾಂಧಿರವರ 108ನೇ ಜನ್ಮದಿನಾಚರಣೆಯನ್ನು ನಗರದ ಅಂಧರ ಶಾಲೆಯಲ್ಲಿ ಅಂಧ ಮಕ್ಕಳೊಂದಿಗೆ ಆಚರಿಸಲಾಯಿತು. ಕೆಪಿಸಿಸಿ ಪ್ರಧಾನ ಕಾರ್ಯದರ್ಶಿ ಹಾಗೂ ಎಂಬಸಿ ಸಂಸ್ಥೆ ಅಧ್ಯಕ್ಷ ಎಸ್. ಮನೋಹರ್, ಕಾಂಗ್ರೆಸ್ ಮುಖಂಡರುಗಳಾದ ಎ. ಆನಂದ್, ಚಂದ್ರಶೇಖರ್, ಜೆ.ಪಾರ್ಥ, ಕುಮಾರ್ ಹುಡೇಗೌಡ, ನವೀನ್, ಉಮೇಶ್, ಶೆಟ್ಟಿರಾಜು, ನವೀನ್ ನಾಯ, ಆನಂದ್ ಮತ್ತಿತರರು ಇದ್ದರು. ಇದೇ ಸಂದರ್ಭದಲ್ಲಿ ಅಂಧ ಮಕ್ಕಳಿಗೆ ಆರ್ಥಿಕ ಸಹಾಯ ನೀಡಲಾಯಿತು.	[591, 1014, 1121, 1120]
lead-col1: ಬೆಂಗಳೂರು,ನ.19–ವ್ಯಕ್ತಿಯೊಬ್ಬರ ಮೇಲೆ ಭೀಕರವಾಗಿ ಹಲ್ಲೆ ನಡೆಸಿದ ಆರೋಪದ ಸಂಬಂಧ ಸಂಡೂರು ಪೊಲೀಸ್ ಠಾಣೆ ಇನ್ಸ್‌ಪೆಕ್ಟರ್ ಮಹೇಶ್ ಗೌಡ ವಿರುದ್ಧ ಎಫ್‌ಐಆರ್ ದಾಖಲಿಸಿ ತನಿಖೆ ನಡೆಸಬೇಕು ಎಂದು ಬಳ್ಳಾರಿ ಜಿಲ್ಲಾ ಪೊಲೀಸ್ ವರಿಷ್ಠಾಧಿಕಾರಿಗೆ ಹೈಕೋರ್ಟ್ ನಿರ್ದೇಶನ ನೀಡಿದೆ. ತನ್ನ ಮೇಲೆ ಭೀಕರವಾಗಿ ಹಲ್ಲೆ ನಡೆಸಿರುವ ಸಂಡೂರು ಠಾಣೆ ಪೊಲೀಸ್ ಇನ್ಸ್‌ಪೆಕ್ಟರ್ ಮಹೇಶ್ ಗೌಡ ವಿರುದ್ಧ ಎಫ್‌ಐಆರ್ ದಾಖಲಿಸಿ, ತನಿಖೆ ಮಾಡಲು ಸರ್ಕಾರ ಮತ್ತು ಪೊಲೀಸ್ ಮಹಾನಿರ್ದೇಶಕರಿಗೆ ನಿರ್ದೇಶಿಸಬೇಕು ಎಂದು ಕೋರಿ ಬಳ್ಳಾರಿ ಜಿಲ್ಲೆಯ ಎ.ವಿವೇಕಾನಂದ ಸಲ್ಲಿಸಿದ್ದ ಅರ್ಜಿ ವಿಚಾರಣೆ ನಡೆಸಿದ ನ್ಯಾಯಮೂರ್ತಿ ಎಂ.ನಾಗಪ್ರಸನ್ನ ಅವರ ಪೀಠ ಈ ಆದೇಶ ನೀಡಿದೆ. ಆರೋಪಿ ಯಾರೇ ಆಗಿದ್ದರೂ ಅಂಥವರ ಮೇಲೆ ದೂರು ದಾಖಲಿಸುವುದು ಅಧಿಕಾರಿಗಳ ಕರ್ತವ್ಯ ಎಂದು ಪೀಠ ಹೇಳಿದೆ.	[591, 205, 773, 607]
masthead-right	[1061, 87, 1450, 126]
aadhaar-headline: ಮೃತ ವ್ಯಕ್ತಿಯ ಬೆರಳಚ್ಚಿನಿಂದ ಆಧಾರ್ ದತ್ತಾಂಶ ಪತ್ತೆಗೆ ಅವಕಾಶವಿಲ್ಲ	[516, 1792, 1181, 1828]
section-rule-3	[46, 1779, 1486, 1781]
